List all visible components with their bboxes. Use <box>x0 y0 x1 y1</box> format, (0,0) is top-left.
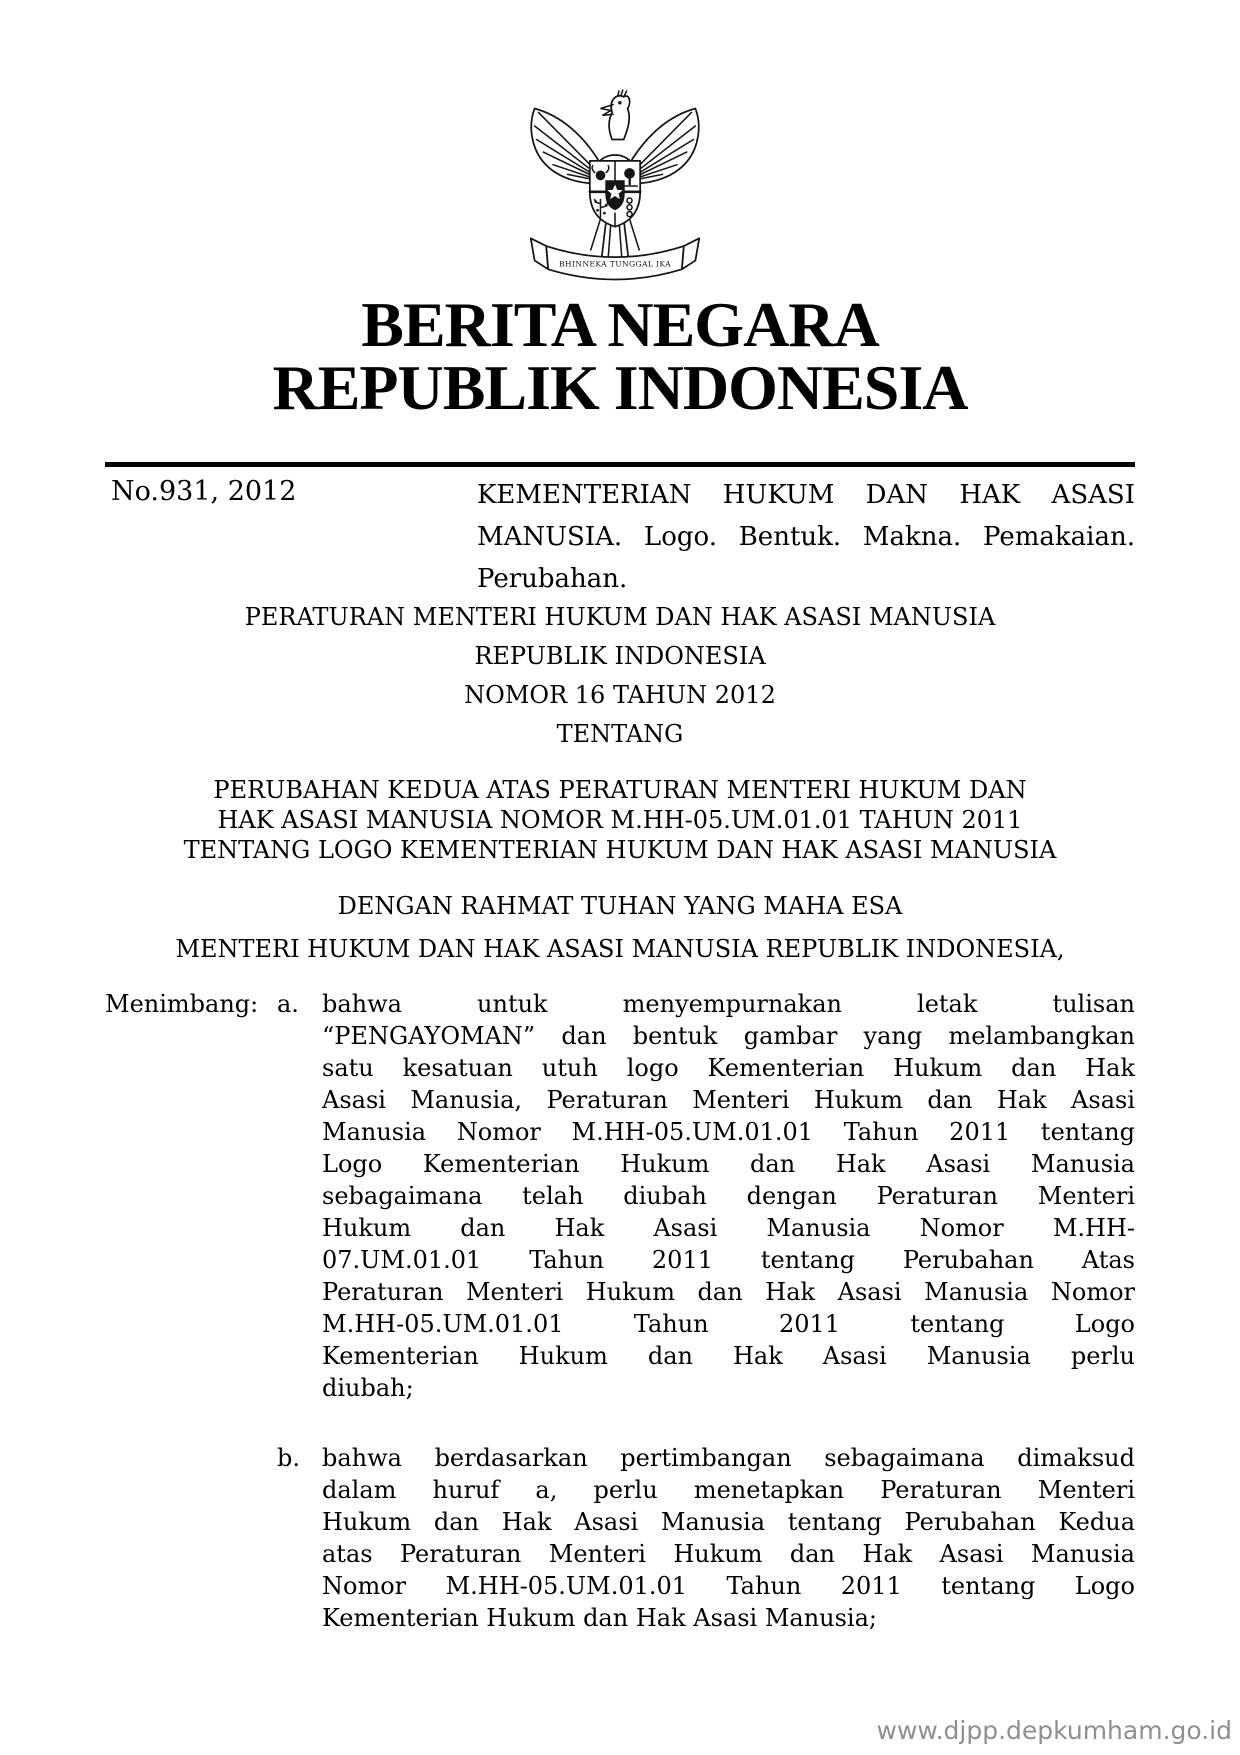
body-line: diubah; <box>322 1374 414 1402</box>
abstract-line: MANUSIA. Logo. Bentuk. Makna. Pemakaian. <box>477 522 1135 552</box>
body-line: Manusia Nomor M.HH-05.UM.01.01 Tahun 2011 tentang <box>322 1118 1135 1146</box>
body-line: Hukum dan Hak Asasi Manusia tentang Perubahan Kedua <box>322 1508 1135 1536</box>
heading-line: NOMOR 16 TAHUN 2012 <box>464 681 776 709</box>
garuda-emblem-graphic <box>523 82 707 290</box>
masthead-rule <box>105 462 1135 467</box>
body-line: dalam huruf a, perlu menetapkan Peraturan Menteri <box>322 1476 1135 1504</box>
masthead-title-line1: BERITA NEGARA <box>361 289 879 360</box>
subject-line: PERUBAHAN KEDUA ATAS PERATURAN MENTERI HUKUM DAN <box>213 776 1027 804</box>
regulation-subject <box>105 775 1135 865</box>
considerations-section <box>105 988 1135 1634</box>
body-line: Asasi Manusia, Peraturan Menteri Hukum dan Hak Asasi <box>322 1086 1135 1114</box>
regulation-heading-main <box>105 602 1135 749</box>
gazette-subhead <box>105 474 1135 600</box>
body-line: bahwa berdasarkan pertimbangan sebagaimana dimaksud <box>322 1444 1135 1472</box>
banner-right-fold <box>682 238 699 269</box>
garuda-pancasila-emblem <box>523 82 707 290</box>
consideration-item-b <box>105 1442 1135 1634</box>
masthead-title-line2: REPUBLIK INDONESIA <box>272 352 968 423</box>
banner-motto: BHINNEKA TUNGGAL IKA <box>558 259 672 269</box>
subject-line: TENTANG LOGO KEMENTERIAN HUKUM DAN HAK ASASI MANUSIA <box>183 836 1057 864</box>
body-line: sebagaimana telah diubah dengan Peraturan Menteri <box>322 1182 1135 1210</box>
body-line: atas Peraturan Menteri Hukum dan Hak Asasi Manusia <box>322 1540 1135 1568</box>
tree-icon <box>624 168 635 179</box>
body-line: “PENGAYOMAN” dan bentuk gambar yang melambangkan <box>322 1022 1135 1050</box>
footer-website: www.djpp.depkumham.go.id <box>876 1716 1232 1745</box>
body-line: satu kesatuan utuh logo Kementerian Hukum dan Hak <box>322 1054 1135 1082</box>
body-line: Nomor M.HH-05.UM.01.01 Tahun 2011 tentang Logo <box>322 1572 1135 1600</box>
body-line: 07.UM.01.01 Tahun 2011 tentang Perubahan Atas <box>322 1246 1135 1274</box>
item-marker: b. <box>277 1444 300 1472</box>
heading-line: REPUBLIK INDONESIA <box>474 642 766 670</box>
body-line: Kementerian Hukum dan Hak Asasi Manusia perlu <box>322 1342 1135 1370</box>
regulation-heading <box>105 602 1135 964</box>
abstract-line: KEMENTERIAN HUKUM DAN HAK ASASI <box>477 480 1135 510</box>
heading-line: TENTANG <box>556 720 684 748</box>
body-line: M.HH-05.UM.01.01 Tahun 2011 tentang Logo <box>322 1310 1135 1338</box>
masthead-title <box>0 289 1240 423</box>
abstract-line: Perubahan. <box>477 564 628 594</box>
heading-line: PERATURAN MENTERI HUKUM DAN HAK ASASI MANUSIA <box>244 603 996 631</box>
considerations-label: Menimbang: <box>105 990 259 1018</box>
consideration-item-a <box>105 988 1135 1404</box>
body-line: bahwa untuk menyempurnakan letak tulisan <box>322 990 1135 1018</box>
official-line: MENTERI HUKUM DAN HAK ASASI MANUSIA REPUBLIK INDONESIA, <box>175 935 1065 963</box>
subject-line: HAK ASASI MANUSIA NOMOR M.HH-05.UM.01.01 TAHUN 2011 <box>217 806 1023 834</box>
body-line: Hukum dan Hak Asasi Manusia Nomor M.HH- <box>322 1214 1135 1242</box>
body-line: Kementerian Hukum dan Hak Asasi Manusia; <box>322 1604 877 1632</box>
item-marker: a. <box>277 990 299 1018</box>
banner-left-fold <box>531 238 548 269</box>
bull-icon <box>596 171 606 181</box>
body-line: Logo Kementerian Hukum dan Hak Asasi Manusia <box>322 1150 1135 1178</box>
body-line: Peraturan Menteri Hukum dan Hak Asasi Manusia Nomor <box>322 1278 1135 1306</box>
item-text <box>322 1442 1135 1634</box>
gazette-number: No.931, 2012 <box>111 476 297 507</box>
item-text <box>322 988 1135 1404</box>
invocation-line: DENGAN RAHMAT TUHAN YANG MAHA ESA <box>337 892 903 920</box>
gazette-abstract <box>477 474 1135 600</box>
